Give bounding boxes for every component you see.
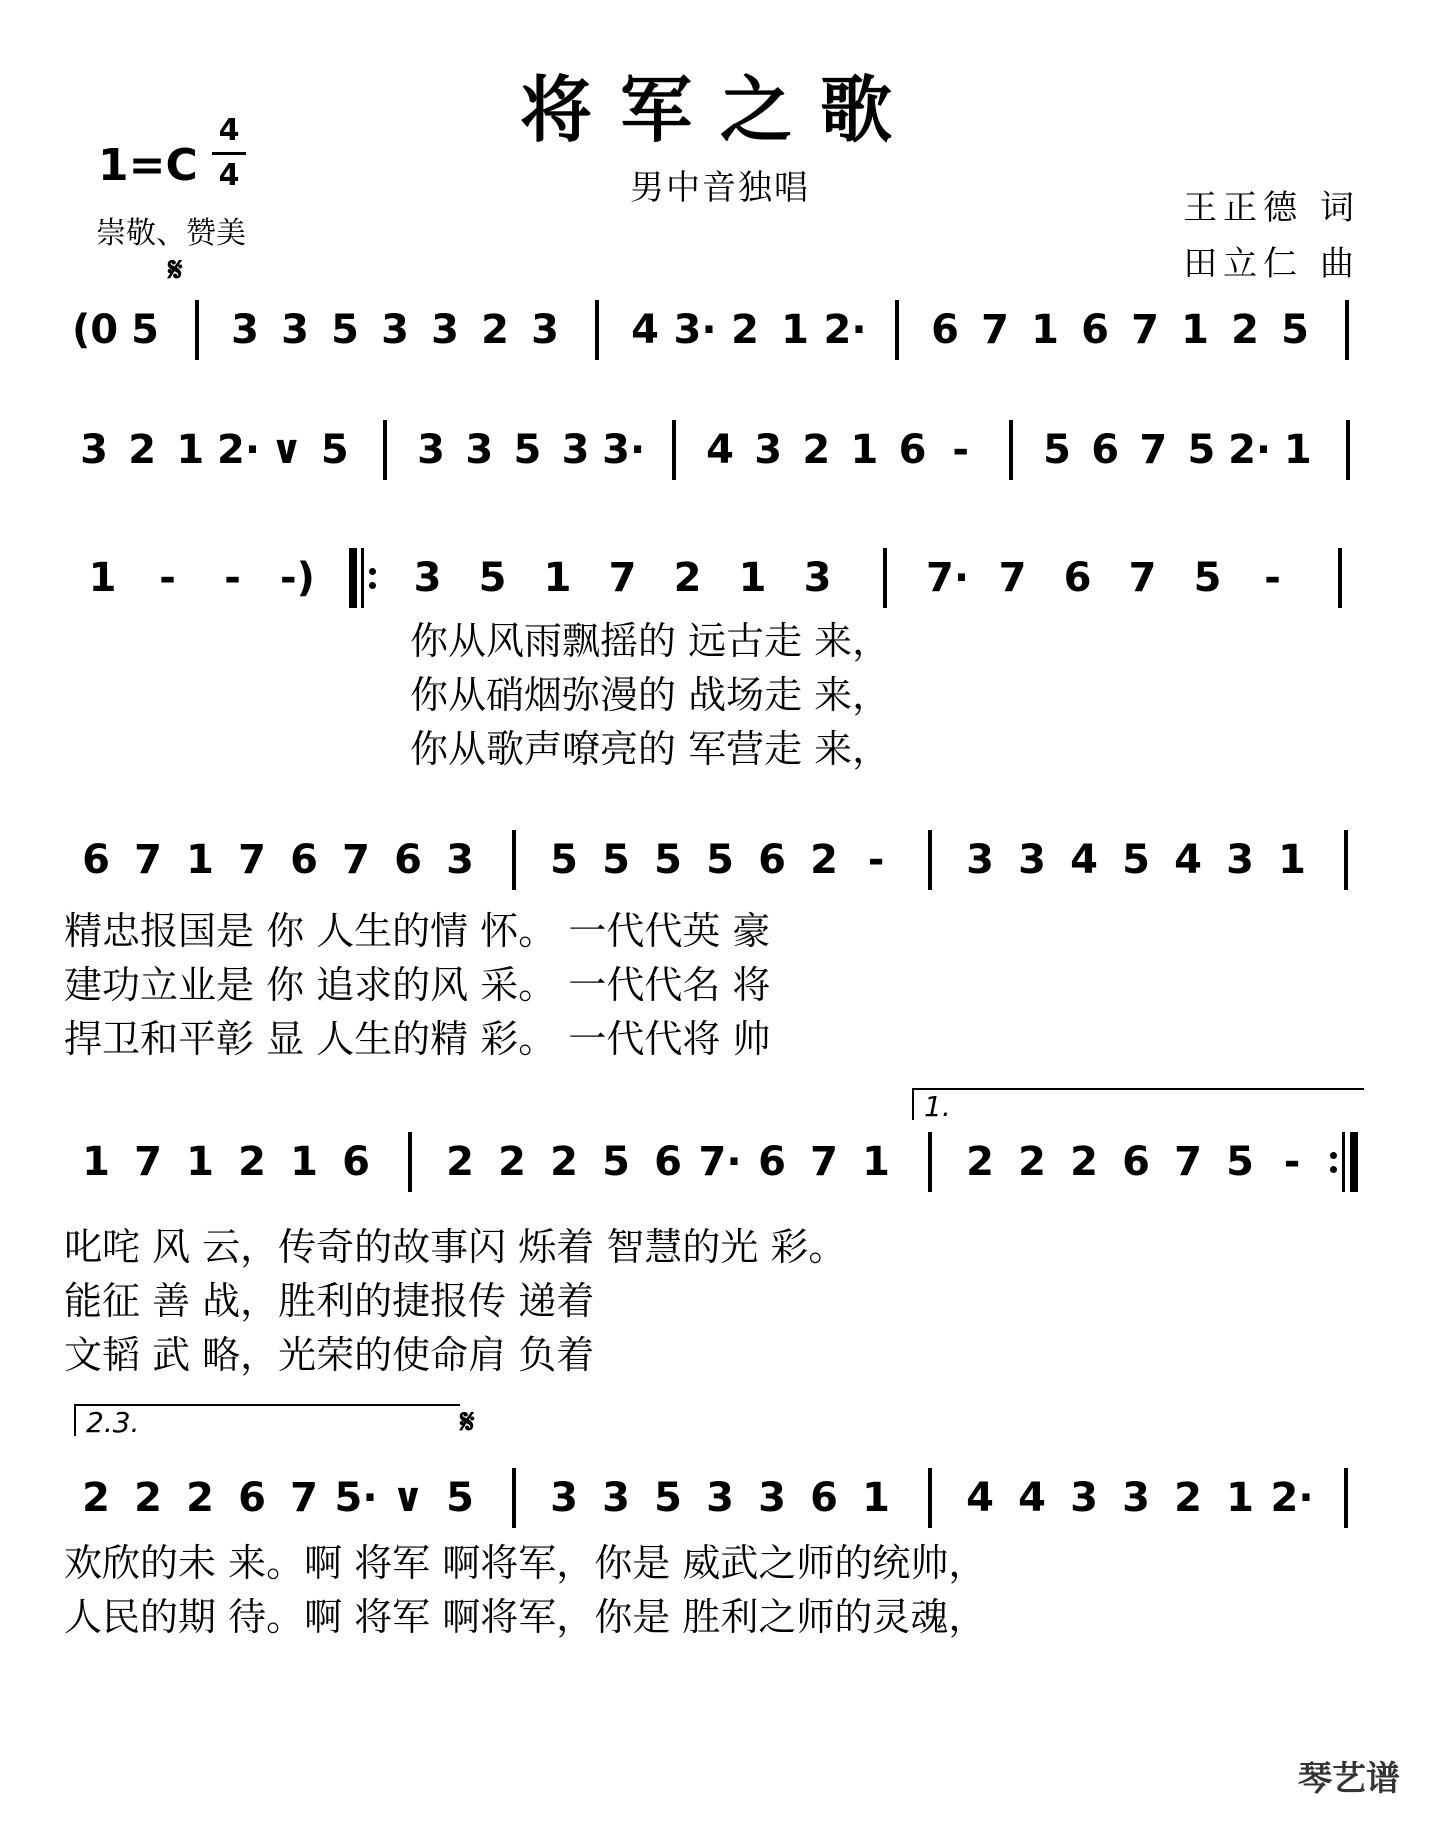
note: 3 bbox=[1070, 1475, 1098, 1521]
note: 3 bbox=[80, 427, 108, 473]
lyric-line: 你从硝烟弥漫的 战场走 来， bbox=[410, 673, 891, 717]
note: 7 bbox=[238, 837, 266, 883]
note: - bbox=[1264, 555, 1281, 601]
note: 1 bbox=[862, 1139, 890, 1185]
note: 4 bbox=[1070, 837, 1098, 883]
note: 6 bbox=[1091, 427, 1120, 473]
note: 2 bbox=[966, 1139, 994, 1185]
note: 5 bbox=[550, 837, 578, 883]
note: 5 bbox=[654, 837, 682, 883]
barline bbox=[1345, 300, 1349, 360]
note: 6 bbox=[290, 837, 318, 883]
note: 2 bbox=[673, 555, 702, 601]
note: 6 bbox=[758, 837, 786, 883]
composer: 田立仁 曲 bbox=[1183, 244, 1360, 284]
note: 1 bbox=[738, 555, 767, 601]
note: 1 bbox=[862, 1475, 890, 1521]
note: 6 bbox=[1122, 1139, 1150, 1185]
note: 2 bbox=[1231, 307, 1259, 353]
note: 1 bbox=[186, 837, 214, 883]
note: - bbox=[952, 427, 970, 473]
note: 2· bbox=[823, 307, 867, 353]
notation-line bbox=[60, 830, 1380, 890]
note: 6 bbox=[931, 307, 959, 353]
note: 5 bbox=[706, 837, 734, 883]
note: 7· bbox=[698, 1139, 742, 1185]
barline bbox=[408, 1132, 412, 1192]
note: 3 bbox=[413, 555, 442, 601]
note: 3 bbox=[1122, 1475, 1150, 1521]
note: 3· bbox=[673, 307, 717, 353]
lyric-line: 人民的期 待。啊 将军 啊将军，你是 胜利之师的灵魂， bbox=[64, 1595, 987, 1639]
notation-line bbox=[60, 1132, 1380, 1192]
barline bbox=[1344, 1468, 1348, 1528]
note: 6 bbox=[394, 837, 422, 883]
note: 3 bbox=[417, 427, 446, 473]
note: 7 bbox=[810, 1139, 838, 1185]
note: 7 bbox=[998, 555, 1027, 601]
note: ∨ bbox=[391, 1475, 425, 1521]
note: 2 bbox=[134, 1475, 162, 1521]
barline bbox=[383, 420, 387, 480]
time-signature-bottom: 4 bbox=[218, 158, 240, 193]
note: 3 bbox=[531, 307, 559, 353]
note: 7 bbox=[1128, 555, 1157, 601]
note: 7 bbox=[342, 837, 370, 883]
note: 1 bbox=[781, 307, 809, 353]
note: 7 bbox=[1131, 307, 1159, 353]
note: 5 bbox=[478, 555, 507, 601]
note: 2· bbox=[1270, 1475, 1314, 1521]
note: - bbox=[159, 555, 176, 601]
note: 1 bbox=[82, 1139, 110, 1185]
note: 3 bbox=[1018, 837, 1046, 883]
note: 7 bbox=[608, 555, 637, 601]
mood-marking: 崇敬、赞美 bbox=[96, 216, 246, 251]
note: 1 bbox=[176, 427, 205, 473]
note: 7 bbox=[134, 837, 162, 883]
barline bbox=[595, 300, 599, 360]
lyric-line: 能征 善 战，胜利的捷报传 递着 bbox=[64, 1279, 595, 1323]
note: 1 bbox=[1031, 307, 1059, 353]
lyric-line: 欢欣的未 来。啊 将军 啊将军，你是 威武之师的统帅， bbox=[64, 1541, 987, 1585]
note: 5 bbox=[1193, 555, 1222, 601]
note: 2 bbox=[550, 1139, 578, 1185]
repeat-start bbox=[349, 548, 379, 608]
note: 6 bbox=[810, 1475, 838, 1521]
note: 5 bbox=[1281, 307, 1309, 353]
note: 4 bbox=[1018, 1475, 1046, 1521]
barline bbox=[195, 300, 199, 360]
lyric-line: 建功立业是 你 追求的风 采。 一代代名 将 bbox=[64, 963, 771, 1007]
lyric-line: 捍卫和平彰 显 人生的精 彩。 一代代将 帅 bbox=[64, 1017, 771, 1061]
barline bbox=[928, 1468, 932, 1528]
note: 2 bbox=[128, 427, 157, 473]
barline bbox=[1009, 420, 1013, 480]
note: 3 bbox=[561, 427, 590, 473]
note: -) bbox=[280, 555, 315, 601]
note: 2 bbox=[498, 1139, 526, 1185]
note: 3 bbox=[465, 427, 494, 473]
note: 5 bbox=[1122, 837, 1150, 883]
note: 5 bbox=[1226, 1139, 1254, 1185]
volta-2-3: 2.3. bbox=[74, 1404, 460, 1436]
note: 7· bbox=[925, 555, 970, 601]
notation-line bbox=[60, 420, 1380, 480]
note: 5 bbox=[131, 307, 159, 353]
notation-line bbox=[60, 548, 1380, 608]
repeat-end bbox=[1330, 1132, 1360, 1192]
note: 2 bbox=[481, 307, 509, 353]
note: 2 bbox=[731, 307, 759, 353]
lyric-line: 叱咤 风 云，传奇的故事闪 烁着 智慧的光 彩。 bbox=[64, 1225, 847, 1269]
note: 6 bbox=[342, 1139, 370, 1185]
note: 3 bbox=[1226, 837, 1254, 883]
note: 3 bbox=[966, 837, 994, 883]
note: 2 bbox=[810, 837, 838, 883]
lyricist: 王正德 词 bbox=[1183, 188, 1360, 228]
note: 5 bbox=[320, 427, 349, 473]
note: 4 bbox=[1174, 837, 1202, 883]
note: 3 bbox=[381, 307, 409, 353]
segno-icon-2: 𝄋 bbox=[460, 1402, 475, 1442]
note: 5 bbox=[1043, 427, 1071, 473]
lyric-line: 你从风雨飘摇的 远古走 来， bbox=[410, 619, 891, 663]
note: 3 bbox=[231, 307, 259, 353]
note: 2· bbox=[1228, 427, 1272, 473]
note: 1 bbox=[290, 1139, 318, 1185]
note: 3 bbox=[446, 837, 474, 883]
lyric-line: 精忠报国是 你 人生的情 怀。 一代代英 豪 bbox=[64, 909, 771, 953]
note: 6 bbox=[1063, 555, 1092, 601]
note: 5 bbox=[602, 837, 630, 883]
note: (0 bbox=[71, 307, 119, 353]
note: 2 bbox=[1174, 1475, 1202, 1521]
note: 2 bbox=[186, 1475, 214, 1521]
note: 5 bbox=[513, 427, 542, 473]
note: - bbox=[224, 555, 241, 601]
note: 1 bbox=[88, 555, 117, 601]
note: 6 bbox=[1081, 307, 1109, 353]
key-signature: 1=C bbox=[98, 140, 198, 191]
note: 3 bbox=[803, 555, 832, 601]
note: 5 bbox=[602, 1139, 630, 1185]
note: - bbox=[1283, 1139, 1301, 1185]
note: 1 bbox=[1181, 307, 1209, 353]
time-signature bbox=[212, 112, 246, 195]
note: 2 bbox=[82, 1475, 110, 1521]
note: 4 bbox=[706, 427, 734, 473]
lyric-line: 文韬 武 略，光荣的使命肩 负着 bbox=[64, 1333, 595, 1377]
note: ∨ bbox=[270, 427, 303, 473]
note: 4 bbox=[966, 1475, 994, 1521]
note: 3 bbox=[550, 1475, 578, 1521]
note: 1 bbox=[1226, 1475, 1254, 1521]
note: 3 bbox=[754, 427, 783, 473]
note: 2 bbox=[1018, 1139, 1046, 1185]
barline bbox=[895, 300, 899, 360]
barline bbox=[512, 830, 516, 890]
note: 5 bbox=[654, 1475, 682, 1521]
note: 3 bbox=[431, 307, 459, 353]
lyric-line: 你从歌声嘹亮的 军营走 来， bbox=[410, 727, 891, 771]
note: 7 bbox=[134, 1139, 162, 1185]
note: 1 bbox=[850, 427, 879, 473]
note: 3 bbox=[758, 1475, 786, 1521]
note: 1 bbox=[1283, 427, 1312, 473]
note: 7 bbox=[290, 1475, 318, 1521]
note: 2 bbox=[238, 1139, 266, 1185]
barline bbox=[1338, 548, 1342, 608]
note: 7 bbox=[1139, 427, 1168, 473]
note: 6 bbox=[654, 1139, 682, 1185]
barline bbox=[928, 830, 932, 890]
note: 6 bbox=[238, 1475, 266, 1521]
barline bbox=[672, 420, 676, 480]
note: 7 bbox=[981, 307, 1009, 353]
note: 7 bbox=[1174, 1139, 1202, 1185]
watermark-logo: 琴艺谱 bbox=[1298, 1759, 1400, 1799]
song-title: 将军之歌 bbox=[519, 67, 920, 152]
notation-line bbox=[60, 1468, 1380, 1528]
note: 3 bbox=[602, 1475, 630, 1521]
note: 2· bbox=[216, 427, 261, 473]
note: 5 bbox=[331, 307, 359, 353]
barline bbox=[1344, 830, 1348, 890]
note: 6 bbox=[758, 1139, 786, 1185]
barline bbox=[512, 1468, 516, 1528]
segno-icon: 𝄋 bbox=[168, 250, 183, 290]
barline bbox=[928, 1132, 932, 1192]
note: 5 bbox=[1187, 427, 1216, 473]
note: 1 bbox=[186, 1139, 214, 1185]
time-signature-top: 4 bbox=[218, 113, 240, 148]
barline bbox=[883, 548, 887, 608]
note: 1 bbox=[543, 555, 572, 601]
note: 3· bbox=[602, 427, 646, 473]
note: 4 bbox=[631, 307, 659, 353]
note: 3 bbox=[281, 307, 309, 353]
note: 3 bbox=[706, 1475, 734, 1521]
note: 6 bbox=[898, 427, 927, 473]
note: 2 bbox=[446, 1139, 474, 1185]
barline bbox=[1346, 420, 1350, 480]
note: 5 bbox=[446, 1475, 474, 1521]
note: 1 bbox=[1278, 837, 1306, 883]
note: 2 bbox=[1070, 1139, 1098, 1185]
subtitle: 男中音独唱 bbox=[630, 168, 810, 208]
note: - bbox=[867, 837, 885, 883]
note: 2 bbox=[802, 427, 831, 473]
note: 5· bbox=[334, 1475, 378, 1521]
volta-1: 1. bbox=[912, 1088, 1364, 1120]
note: 6 bbox=[82, 837, 110, 883]
notation-line bbox=[60, 300, 1380, 360]
